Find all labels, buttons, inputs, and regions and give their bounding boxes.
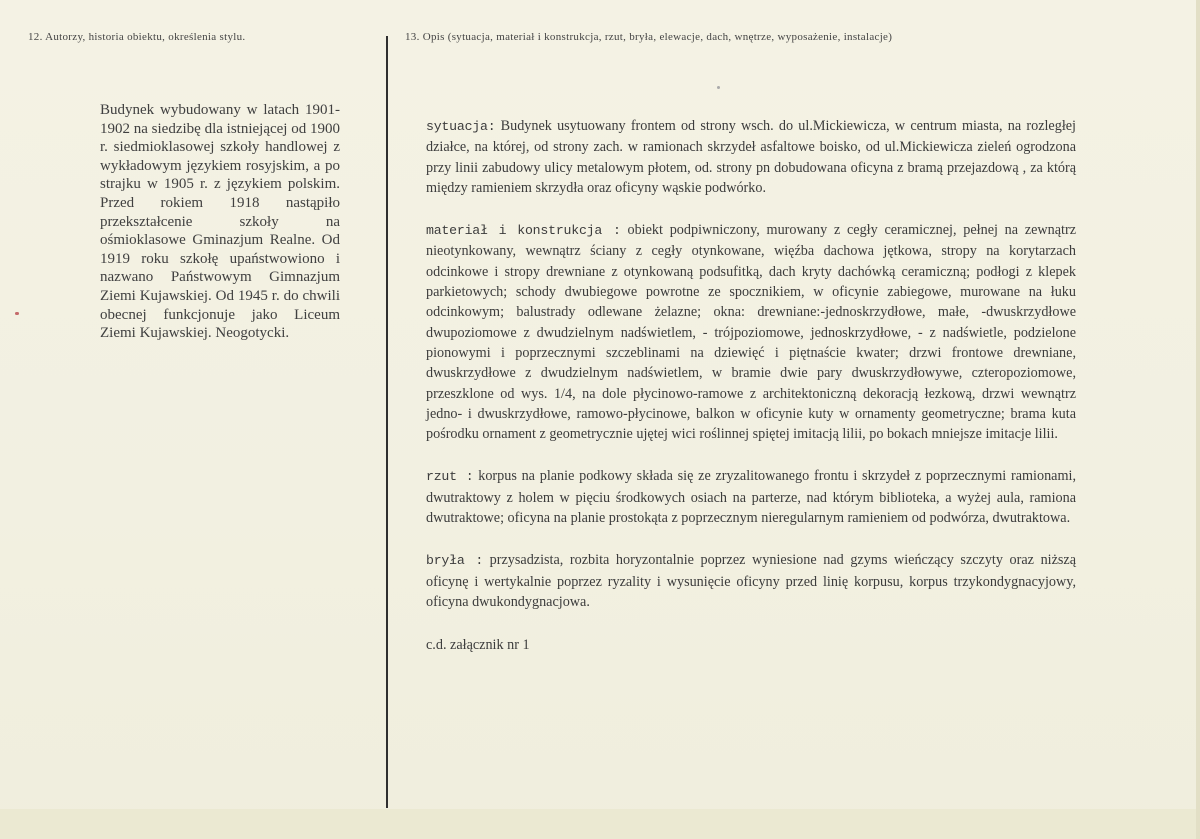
- attachment-note: c.d. załącznik nr 1: [426, 637, 530, 654]
- history-text: Budynek wybudowany w latach 1901-1902 na siedzibę dla istniejącej od 1900 r. siedmioklasowej szkoły handlowej z wykładowym językiem rosyjskim, a po strajku w 1905 r. z językiem polskim. Przed rokiem 1918 nastąpiło przekształcenie szkoły na ośmioklasowe Gminazjum Realne. Od 1919 roku szkołę upaństwowiono i nazwano Państwowym Gimnazjum Ziemi Kujawskiej. Od 1945 r. do chwili obecnej funkcjonuje jako Liceum Ziemi Kujawskiej. Neogotycki.: [100, 102, 340, 342]
- page-bottom-strip: [0, 809, 1200, 839]
- section-label: rzut :: [426, 469, 474, 485]
- section-text: Budynek usytuowany frontem od strony wsch. do ul.Mickiewicza, w centrum miasta, na rozległej działce, na której, od strony zach. w ramionach skrzydeł asfaltowe boisko, od ul.Mickiewicza zieleń ogrodzona przy linii zabudowy ulicy metalowym płotem, od. strony pn dobudowana oficyna z bramą przejazdową , za którą między ramieniem skrzydła oraz oficyny wąskie podwórko.: [426, 118, 1077, 196]
- paper-speck: [15, 312, 19, 315]
- section-situation: [426, 116, 1076, 198]
- page-right-edge: [1196, 0, 1200, 839]
- section-label: materiał i konstrukcja :: [426, 223, 621, 239]
- section-material-construction: [426, 220, 1076, 444]
- section-plan: [426, 466, 1076, 528]
- paper-speck: [717, 86, 720, 89]
- section-label: bryła :: [426, 553, 484, 569]
- section-label: sytuacja:: [426, 119, 496, 134]
- section-text: obiekt podpiwniczony, murowany z cegły ceramicznej, pełnej na zewnątrz nieotynkowany, wewnątrz ściany z cegły otynkowane, więźba dachowa jętkowa, stropy na korytarzach odcinkowe i stropy drewniane z otynkowaną podsufitką, dach kryty dachówką ceramiczną; podłogi z klepek parkietowych; schody dwubiegowe powrotne ze spocznikiem, w oficynie zabiegowe, murowane na łuku odcinkowym; balustrady odlewane żelazne; okna: drewniane:-jednoskrzydłowe, małe, -dwuskrzydłowe dwupoziomowe z dwudzielnym nadświetlem, - trójpoziomowe, jednoskrzydłowe, - z nadświetle, podzielone pionowymi i poprzecznymi szczeblinami na dziewięć i piętnaście kwater; drzwi frontowe drewniane, dwuskrzydłowe z dwudzielnym nadświetlem, w bramie dwie pary dwuskrzydłowywe, czteropoziomowe, przeszklone od wys. 1/4, na dole płycinowo-ramowe z architektoniczną dekoracją łezkową, drzwi wewnątrz jedno- i dwuskrzydłowe, ramowo-płycinowe, balkon w oficynie kuty w ornamenty geometryczne; brama kuta pośrodku ornament z geometrycznie ujętej wici roślinnej spiętej imitacją lilii, po bokach mniejsze imitacje lilii.: [426, 222, 1077, 443]
- column-divider: [386, 36, 388, 808]
- header-authors-history: 12. Autorzy, historia obiektu, określenia stylu.: [28, 31, 246, 43]
- header-description: 13. Opis (sytuacja, materiał i konstrukcja, rzut, bryła, elewacje, dach, wnętrze, wyposażenie, instalacje): [405, 31, 893, 43]
- section-text: korpus na planie podkowy składa się ze zryzalitowanego frontu i skrzydeł z poprzecznymi ramionami, dwutraktowy z holem w pięciu środkowych osiach na parterze, nad którym biblioteka, a wyżej aula, ramiona dwutraktowe; oficyna na planie prostokąta z poprzecznym nieregularnym ramieniem od podwórza, dwutraktowa.: [426, 468, 1076, 527]
- description-column: [426, 116, 1076, 656]
- section-massing: [426, 550, 1076, 612]
- section-text: przysadzista, rozbita horyzontalnie poprzez wyniesione nad gzyms wieńczący szczyty oraz niższą oficynę i wertykalnie poprzez ryzality i wysunięcie oficyny przed linię korpusu, korpus trzykondygnacyjowy, oficyna dwukondygnacjowa.: [426, 552, 1077, 610]
